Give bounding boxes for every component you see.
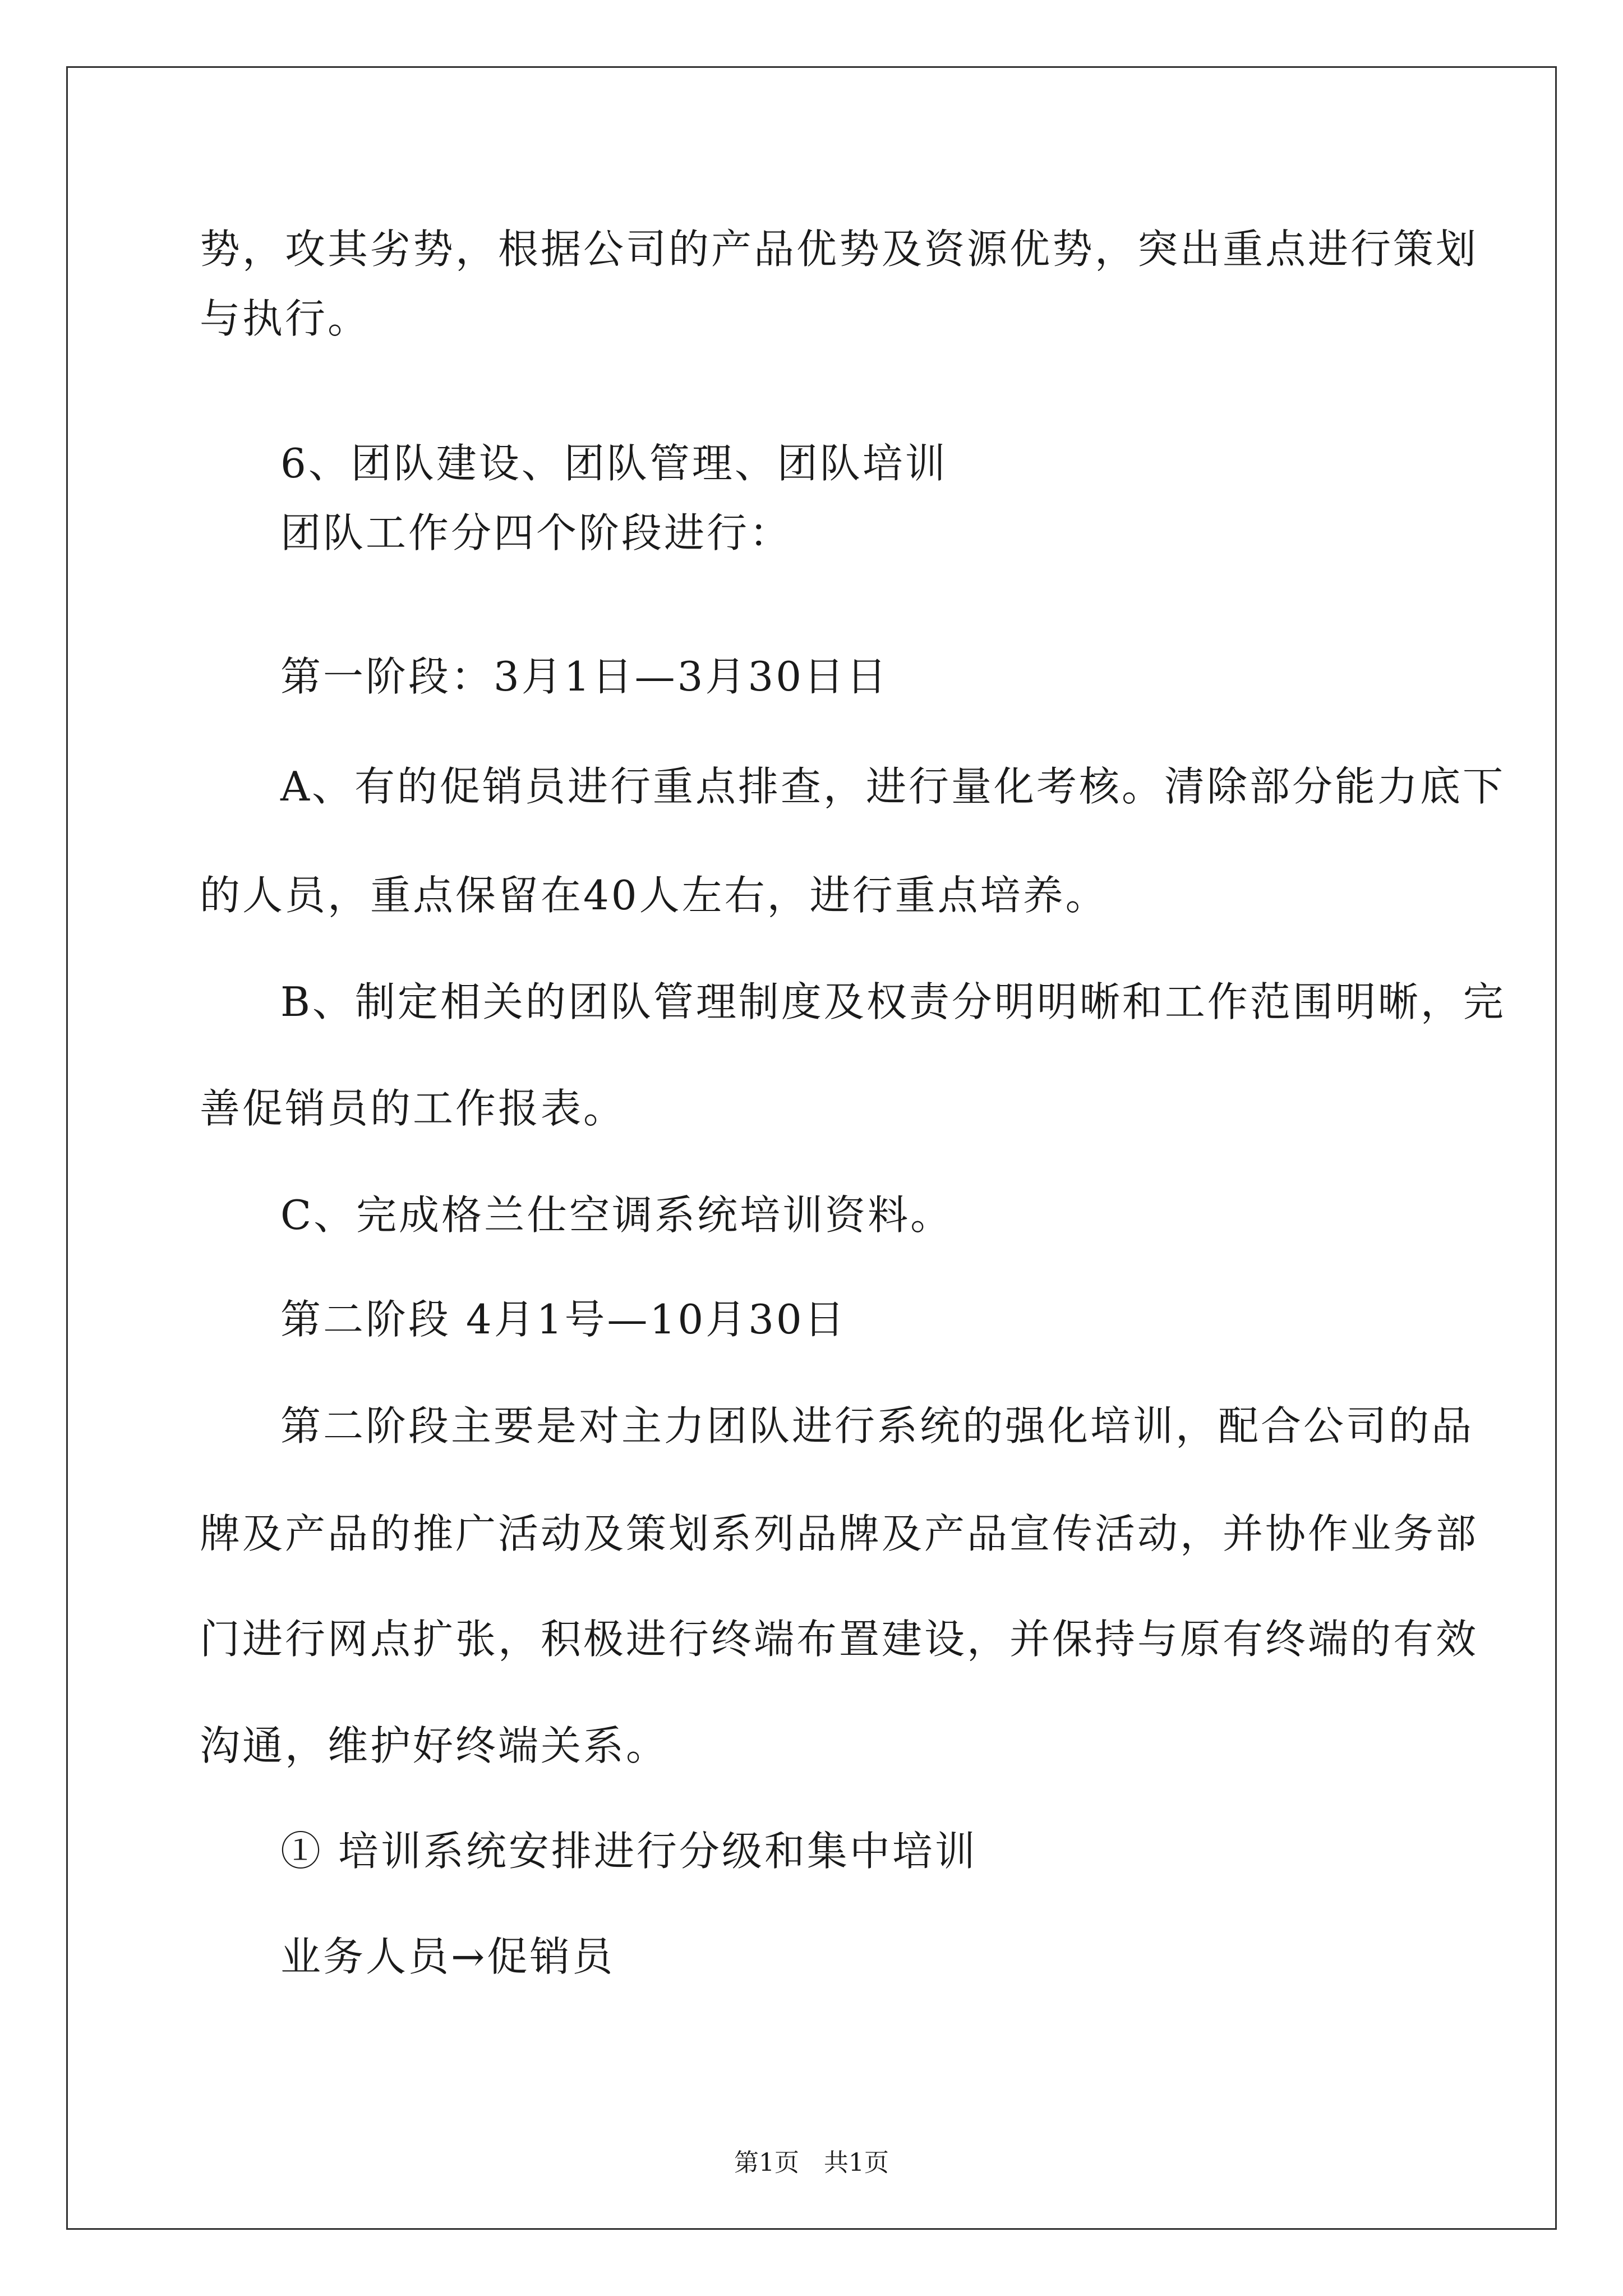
paragraph-line: A、有的促销员进行重点排查，进行量化考核。清除部分能力底下: [280, 763, 1505, 810]
paragraph-line: 团队工作分四个阶段进行：: [280, 509, 792, 556]
section-heading: 6、团队建设、团队管理、团队培训: [280, 440, 948, 487]
paragraph-line: 牌及产品的推广活动及策划系列品牌及产品宣传活动，并协作业务部: [200, 1510, 1479, 1557]
paragraph-line: 势，攻其劣势，根据公司的产品优势及资源优势，突出重点进行策划: [200, 226, 1479, 273]
paragraph-line: 善促销员的工作报表。: [200, 1085, 626, 1132]
paragraph-line: C、完成格兰仕空调系统培训资料。: [280, 1191, 953, 1239]
stage-heading: 第一阶段：3月1日—3月30日日: [280, 653, 889, 700]
paragraph-line: 与执行。: [200, 295, 371, 342]
paragraph-line: 业务人员→促销员: [280, 1933, 615, 1980]
page-border: [66, 66, 1557, 2230]
paragraph-line: B、制定相关的团队管理制度及权责分明明晰和工作范围明晰，完: [280, 978, 1506, 1025]
paragraph-line: 门进行网点扩张，积极进行终端布置建设，并保持与原有终端的有效: [200, 1616, 1479, 1663]
page-footer: 第1页 共1页: [734, 2148, 889, 2177]
paragraph-line: 的人员，重点保留在40人左右，进行重点培养。: [200, 872, 1108, 919]
list-item: ① 培训系统安排进行分级和集中培训: [280, 1828, 978, 1875]
paragraph-line: 第二阶段主要是对主力团队进行系统的强化培训，配合公司的品: [280, 1402, 1474, 1450]
stage-heading: 第二阶段 4月1号—10月30日: [280, 1296, 847, 1343]
paragraph-line: 沟通，维护好终端关系。: [200, 1722, 669, 1769]
